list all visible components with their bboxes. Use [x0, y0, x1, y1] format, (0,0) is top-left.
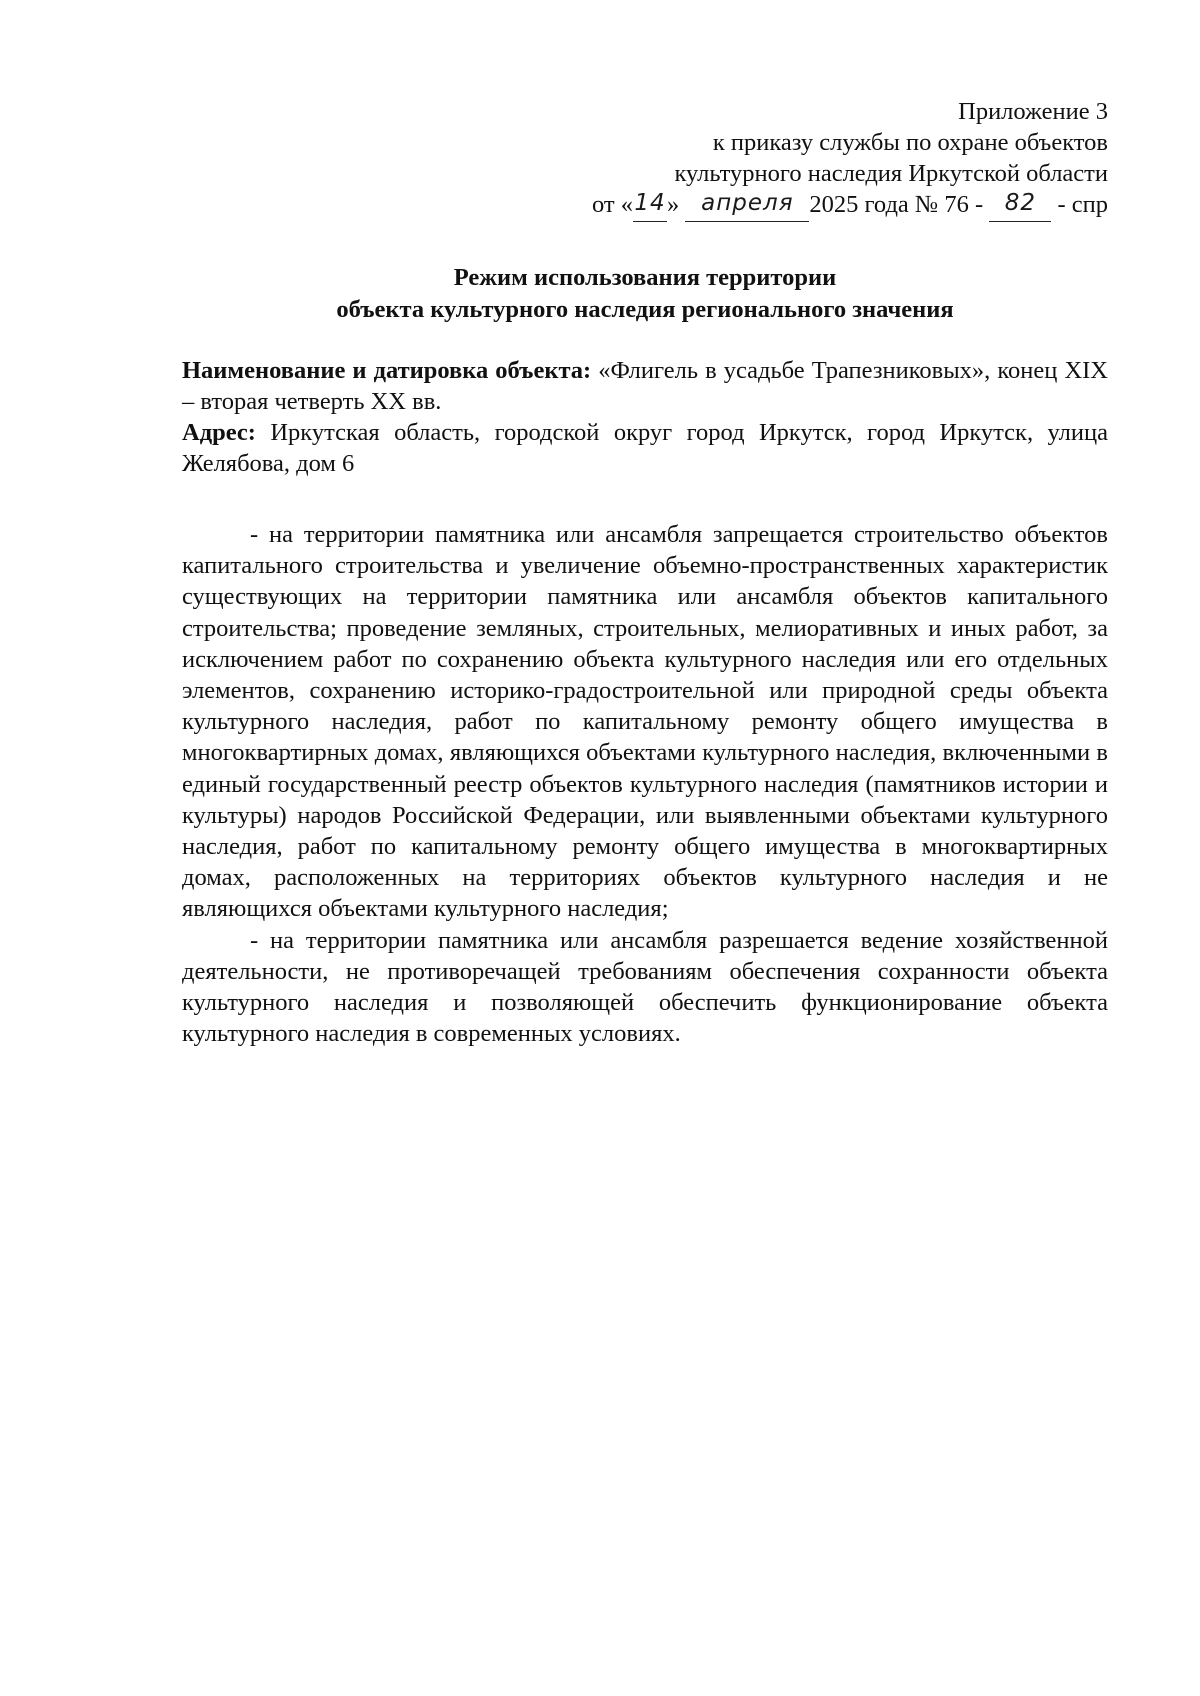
prohibitions-paragraph: - на территории памятника или ансамбля запрещается строительство объектов капитального строительства и увеличение объемно-пространственных характеристик существующих на территории памятника или ансамбля объектов капитального строительства; проведение земляных, строительных, мелиоративных и иных работ, за исключением работ по сохранению объекта культурного наследия или его отдельных элементов, сохранению историко-градостроительной или природной среды объекта культурного наследия, работ по капитальному ремонту общего имущества в многоквартирных домах, являющихся объектами культурного наследия, включенными в единый государственный реестр объектов культурного наследия (памятников истории и культуры) народов Российской Федерации, или выявленными объектами культурного наследия, работ по капитальному ремонту общего имущества в многоквартирных домах, расположенных на территориях объектов культурного наследия и не являющихся объектами культурного наследия;: [182, 521, 1108, 923]
day-handwritten: 14: [634, 190, 666, 216]
permissions-paragraph: - на территории памятника или ансамбля разрешается ведение хозяйственной деятельности, не противоречащей требованиям обеспечения сохранности объекта культурного наследия и позволяющей обеспечить функционирование объекта культурного наследия в современных условиях.: [182, 926, 1108, 1048]
title-line-2: объекта культурного наследия регионального значения: [336, 296, 954, 323]
object-address-label: Адрес:: [182, 419, 256, 446]
order-reference-line-2: культурного наследия Иркутской области: [674, 160, 1108, 187]
day-handwritten-field: [633, 189, 667, 222]
appendix-header: [592, 96, 1108, 222]
number-handwritten-field: [989, 189, 1051, 222]
title-line-1: Режим использования территории: [453, 264, 837, 291]
month-handwritten-field: [685, 189, 809, 222]
object-address-value: Иркутская область, городской округ город Иркутск, город Иркутск, улица Желябова, дом 6: [182, 419, 1108, 477]
year-and-number: 2025 года № 76 -: [809, 191, 984, 218]
day-close: »: [666, 191, 680, 218]
object-address-paragraph: [182, 417, 1108, 479]
date-prefix: от «: [591, 191, 633, 218]
month-handwritten: апреля: [701, 190, 794, 216]
regime-body: [182, 519, 1108, 1049]
object-name-label: Наименование и датировка объекта:: [182, 357, 592, 384]
object-name-value: «Флигель в усадьбе Трапезниковых», конец XIX – вторая четверть XX вв.: [182, 357, 1108, 415]
order-date-line: [592, 189, 1108, 222]
appendix-title: Приложение 3: [958, 98, 1108, 125]
order-reference-line-1: к приказу службы по охране объектов: [712, 129, 1108, 156]
object-name-paragraph: [182, 355, 1108, 417]
document-title: [182, 262, 1108, 326]
number-handwritten: 82: [1004, 190, 1036, 216]
object-info: [182, 355, 1108, 479]
order-suffix: - спр: [1057, 191, 1108, 218]
